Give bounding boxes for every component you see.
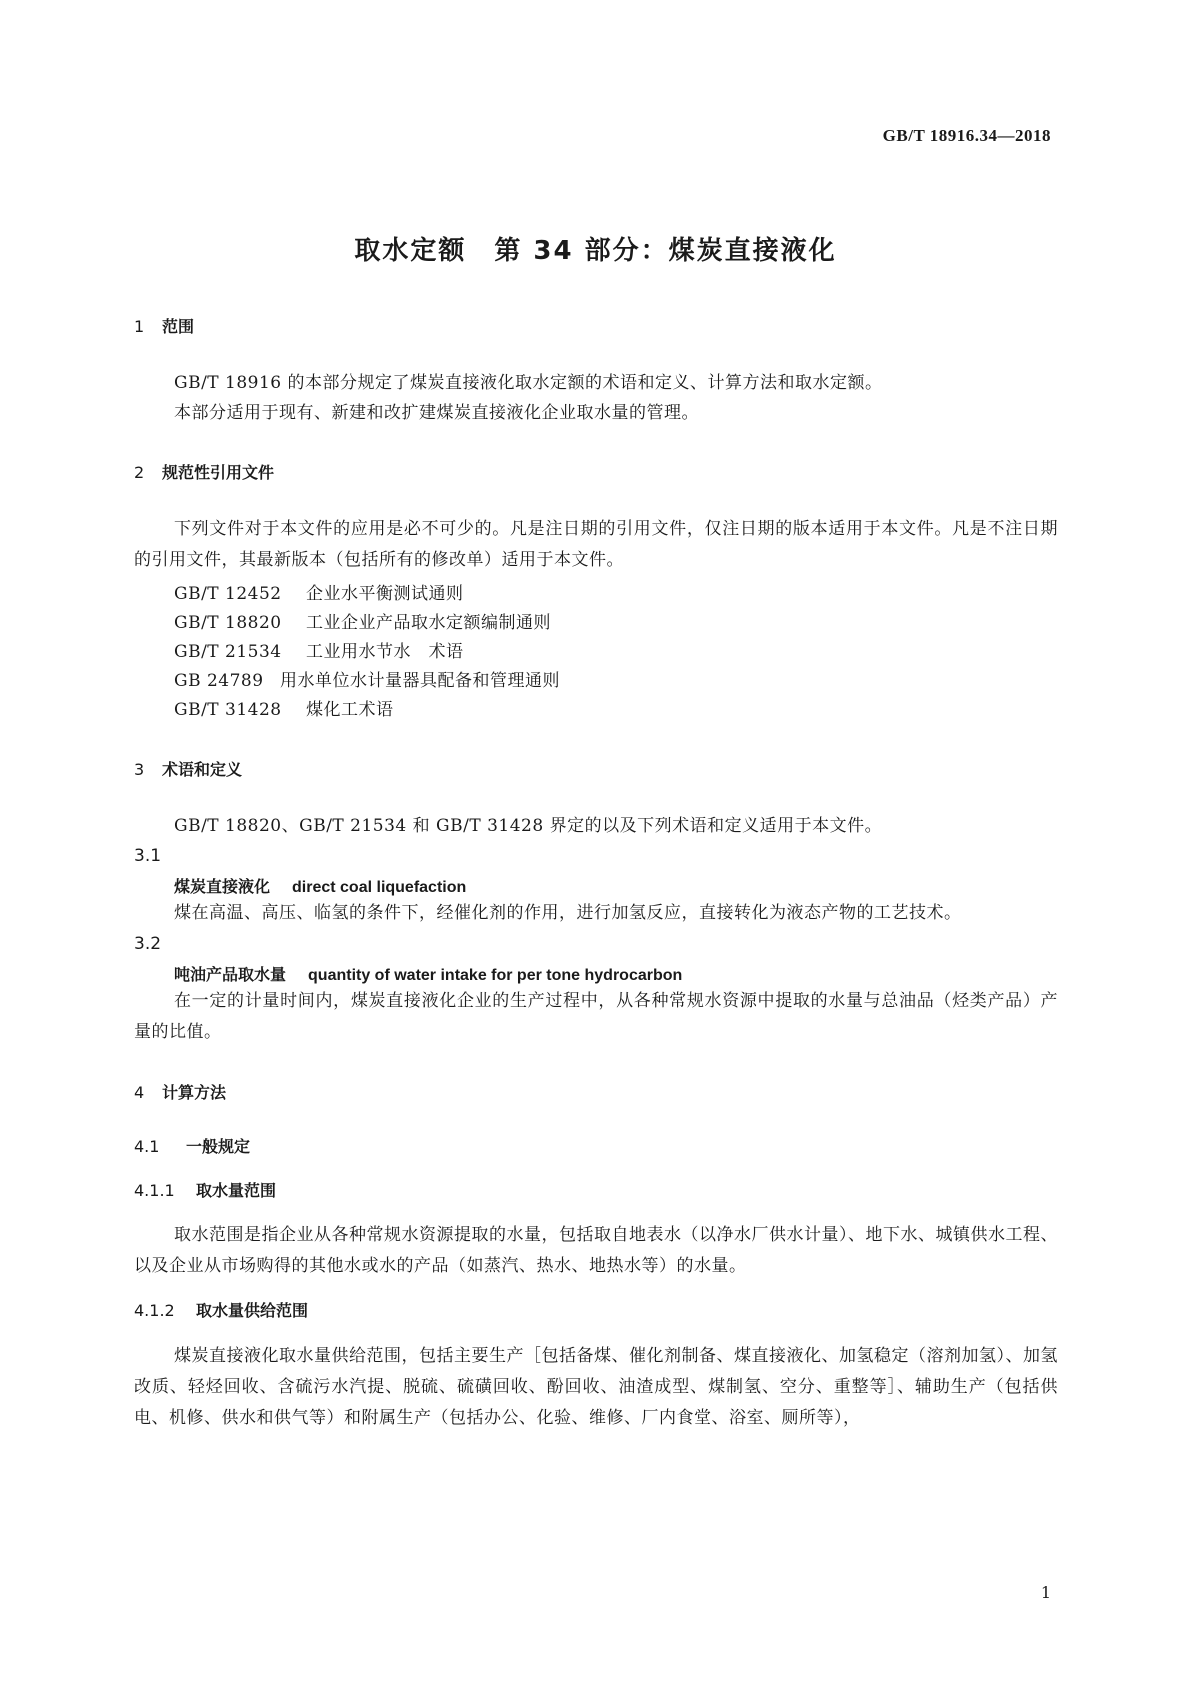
reference-code: GB/T 21534 (174, 642, 282, 662)
paragraph: GB/T 18916 的本部分规定了煤炭直接液化取水定额的术语和定义、计算方法和取水定额。 (174, 373, 883, 393)
normative-reference (174, 608, 551, 633)
term-number: 3.2 (134, 934, 162, 954)
normative-reference (174, 637, 464, 662)
term-heading (174, 962, 682, 985)
reference-title: 工业用水节水 术语 (306, 642, 464, 662)
section-number: 4.1 (134, 1137, 160, 1156)
section-3-heading (134, 757, 242, 780)
section-title: 一般规定 (186, 1137, 251, 1156)
section-2-heading (134, 460, 274, 483)
section-1-heading (134, 314, 194, 337)
page-number: 1 (1040, 1583, 1051, 1602)
section-title: 范围 (162, 317, 195, 336)
reference-code: GB 24789 (174, 671, 264, 691)
paragraph: 取水范围是指企业从各种常规水资源提取的水量，包括取自地表水（以净水厂供水计量）、地下水、城镇供水工程、以及企业从市场购得的其他水或水的产品（如蒸汽、热水、地热水等）的水量。 (134, 1225, 1058, 1276)
term-en: quantity of water intake for per tone hydrocarbon (308, 967, 683, 984)
reference-title: 煤化工术语 (306, 700, 394, 720)
reference-code: GB/T 18820 (174, 613, 282, 633)
section-4-heading (134, 1080, 226, 1103)
normative-reference (174, 695, 394, 720)
reference-title: 工业企业产品取水定额编制通则 (306, 613, 551, 633)
subsection-4-1-1-heading (134, 1178, 276, 1201)
section-number: 3 (134, 760, 145, 779)
paragraph: 煤炭直接液化取水量供给范围，包括主要生产［包括备煤、催化剂制备、煤直接液化、加氢稳定（溶剂加氢）、加氢改质、轻烃回收、含硫污水汽提、脱硫、硫磺回收、酚回收、油渣成型、煤制氢、空分、重整等］、辅助生产（包括供电、机修、供水和供气等）和附属生产（包括办公、化验、维修、厂内食堂、浴室、厕所等）， (134, 1346, 1058, 1428)
section-number: 4 (134, 1083, 145, 1102)
paragraph: GB/T 18820、GB/T 21534 和 GB/T 31428 界定的以及下列术语和定义适用于本文件。 (174, 816, 883, 836)
term-definition: 煤在高温、高压、临氢的条件下，经催化剂的作用，进行加氢反应，直接转化为液态产物的工艺技术。 (174, 903, 962, 923)
section-number: 4.1.1 (134, 1181, 175, 1200)
subsection-4-1-2-heading (134, 1298, 308, 1321)
section-title: 计算方法 (162, 1083, 227, 1102)
reference-code: GB/T 31428 (174, 700, 282, 720)
term-zh: 吨油产品取水量 (174, 965, 287, 984)
section-title: 取水量供给范围 (196, 1301, 309, 1320)
term-heading (174, 874, 466, 897)
standard-code: GB/T 18916.34—2018 (882, 126, 1051, 145)
normative-reference (174, 579, 464, 604)
subsection-4-1-heading (134, 1134, 250, 1157)
reference-title: 用水单位水计量器具配备和管理通则 (280, 671, 560, 691)
normative-reference (174, 666, 560, 691)
section-title: 取水量范围 (196, 1181, 277, 1200)
document-title: 取水定额 第 34 部分：煤炭直接液化 (354, 236, 837, 266)
reference-code: GB/T 12452 (174, 584, 282, 604)
section-number: 1 (134, 317, 145, 336)
section-title: 规范性引用文件 (162, 463, 275, 482)
section-title: 术语和定义 (162, 760, 243, 779)
section-number: 4.1.2 (134, 1301, 175, 1320)
section-number: 2 (134, 463, 145, 482)
paragraph: 本部分适用于现有、新建和改扩建煤炭直接液化企业取水量的管理。 (174, 403, 699, 423)
term-en: direct coal liquefaction (292, 879, 467, 896)
term-definition: 在一定的计量时间内，煤炭直接液化企业的生产过程中，从各种常规水资源中提取的水量与总油品（烃类产品）产量的比值。 (134, 991, 1058, 1042)
term-number: 3.1 (134, 846, 162, 866)
paragraph: 下列文件对于本文件的应用是必不可少的。凡是注日期的引用文件，仅注日期的版本适用于本文件。凡是不注日期的引用文件，其最新版本（包括所有的修改单）适用于本文件。 (134, 519, 1058, 570)
term-zh: 煤炭直接液化 (174, 877, 271, 896)
reference-title: 企业水平衡测试通则 (306, 584, 464, 604)
